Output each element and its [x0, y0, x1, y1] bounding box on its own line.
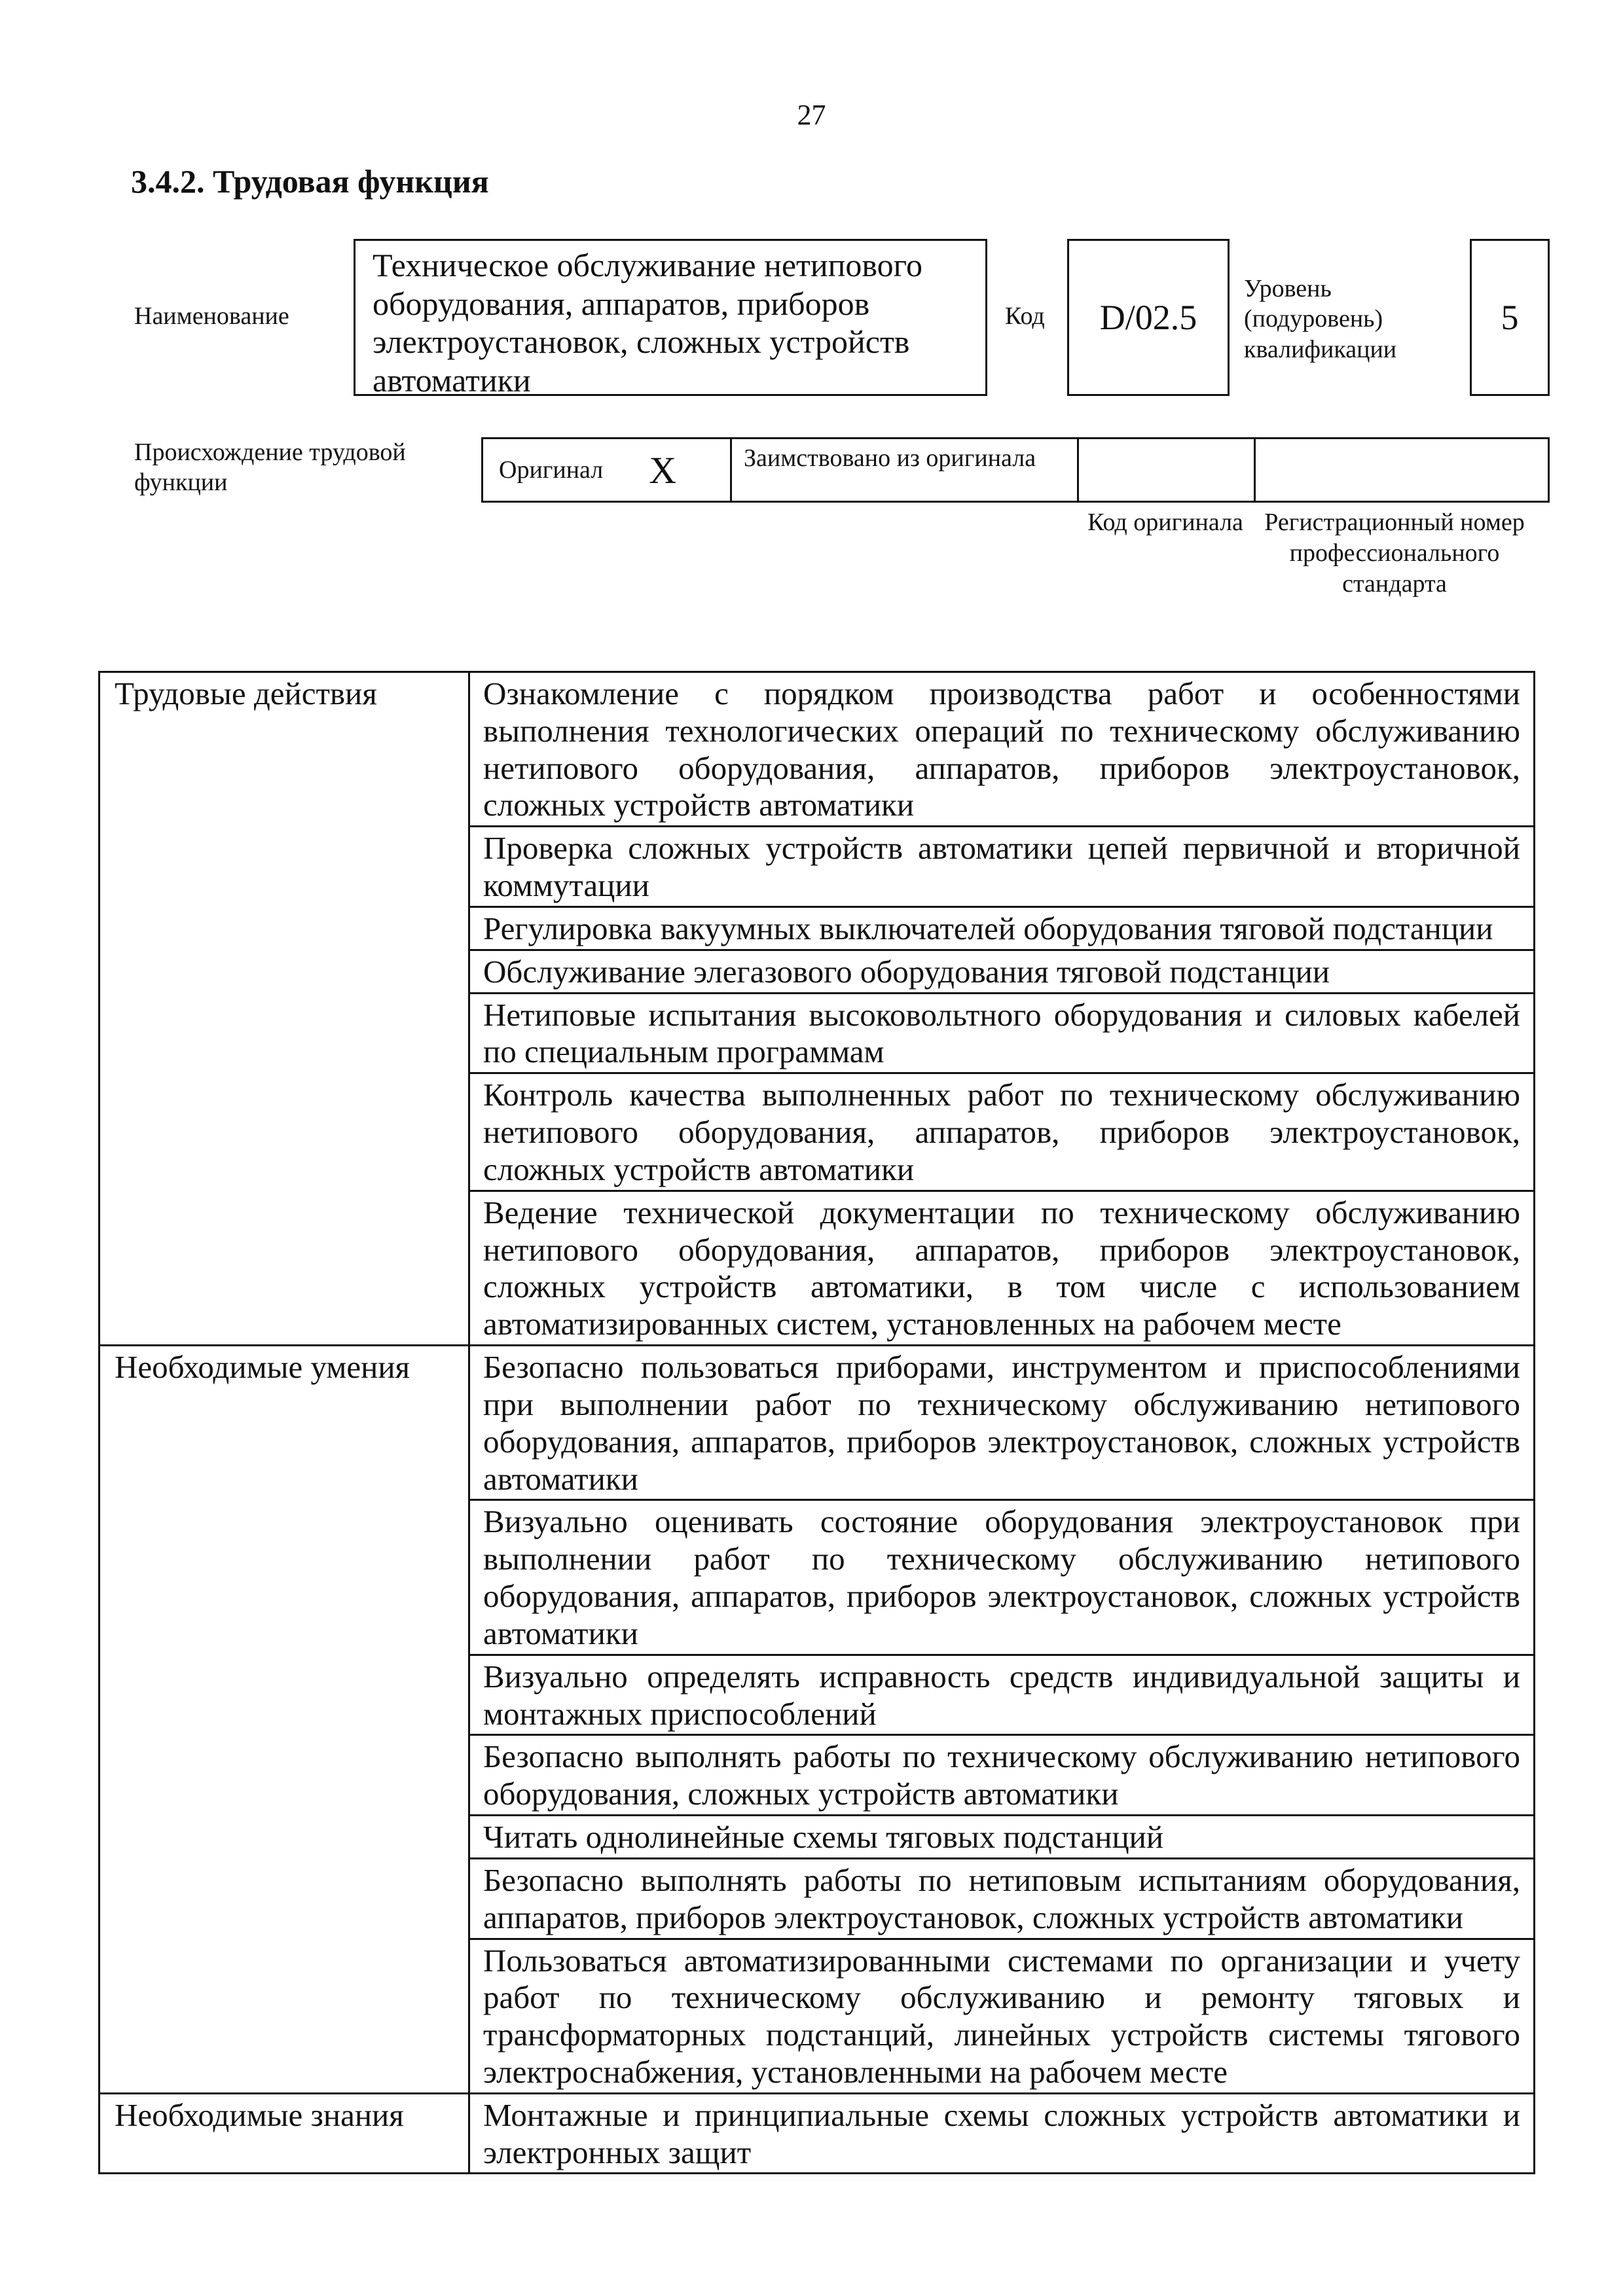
- table-cell: Пользоваться автоматизированными системами по организации и учету работ по техническому обслуживанию и ремонту тяговых и трансформаторных подстанций, линейных устройств системы тягового электроснабжения, установленными на рабочем месте: [469, 1939, 1535, 2093]
- code-value: D/02.5: [1099, 298, 1197, 337]
- function-name: Техническое обслуживание нетипового оборудования, аппаратов, приборов электроустановок, сложных устройств автоматики: [373, 247, 922, 399]
- section-title-knowledge: Необходимые знания: [100, 2093, 469, 2174]
- table-cell: Безопасно выполнять работы по нетиповым испытаниям оборудования, аппаратов, приборов электроустановок, сложных устройств автоматики: [469, 1858, 1535, 1939]
- table-cell: Визуально определять исправность средств индивидуальной защиты и монтажных приспособлений: [469, 1655, 1535, 1735]
- code-label: Код: [1005, 302, 1045, 330]
- table-cell: Регулировка вакуумных выключателей оборудования тяговой подстанции: [469, 906, 1535, 950]
- function-name-box: [354, 239, 987, 399]
- table-cell: Ознакомление с порядком производства работ и особенностями выполнения технологических операций по техническому обслуживанию нетипового оборудования, аппаратов, приборов электроустановок, сложных устройств автоматики: [469, 672, 1535, 827]
- function-details-table: [98, 671, 1535, 2174]
- code-box: [1067, 239, 1230, 396]
- table-row: [100, 672, 1535, 827]
- name-label: Наименование: [134, 302, 289, 330]
- table-cell: Читать однолинейные схемы тяговых подстанций: [469, 1816, 1535, 1859]
- borrowed-label: Заимствовано из оригинала: [744, 444, 1036, 472]
- table-cell: Ведение технической документации по техническому обслуживанию нетипового оборудования, аппаратов, приборов электроустановок, сложных устройств автоматики, в том числе с использованием автоматизированных систем, установленных на рабочем месте: [469, 1191, 1535, 1345]
- table-cell: Контроль качества выполненных работ по техническому обслуживанию нетипового оборудования, аппаратов, приборов электроустановок, сложных устройств автоматики: [469, 1073, 1535, 1191]
- table-row: [100, 1346, 1535, 1500]
- reg-number-cell: [1256, 439, 1548, 501]
- reg-number-label: Регистрационный номер профессионального стандарта: [1264, 509, 1525, 598]
- table-cell: Проверка сложных устройств автоматики цепей первичной и вторичной коммутации: [469, 827, 1535, 907]
- table-cell: Нетиповые испытания высоковольтного оборудования и силовых кабелей по специальным программам: [469, 993, 1535, 1073]
- original-label: Оригинал: [499, 456, 604, 484]
- page-number: 27: [797, 99, 826, 131]
- original-code-cell: [1079, 439, 1256, 501]
- level-value: 5: [1501, 298, 1519, 337]
- table-cell: Монтажные и принципиальные схемы сложных устройств автоматики и электронных защит: [469, 2093, 1535, 2174]
- table-cell: Безопасно пользоваться приборами, инструментом и приспособлениями при выполнении работ по техническому обслуживанию нетипового оборудования, аппаратов, приборов электроустановок, сложных устройств автоматики: [469, 1346, 1535, 1500]
- section-title: 3.4.2. Трудовая функция: [131, 163, 489, 200]
- section-title-labor-actions: Трудовые действия: [100, 672, 469, 1346]
- table-row: [100, 2093, 1535, 2174]
- origin-table: [481, 437, 1550, 503]
- section-title-skills: Необходимые умения: [100, 1346, 469, 2094]
- table-cell: Обслуживание элегазового оборудования тяговой подстанции: [469, 950, 1535, 993]
- level-label: Уровень (подуровень) квалификации: [1244, 275, 1397, 363]
- table-cell: Безопасно выполнять работы по техническому обслуживанию нетипового оборудования, сложных устройств автоматики: [469, 1735, 1535, 1816]
- origin-borrowed-cell: [732, 439, 1079, 501]
- origin-label: Происхождение трудовой функции: [134, 439, 406, 497]
- original-mark: X: [649, 448, 677, 492]
- level-box: [1470, 239, 1550, 396]
- table-cell: Визуально оценивать состояние оборудования электроустановок при выполнении работ по техническому обслуживанию нетипового оборудования, аппаратов, приборов электроустановок, сложных устройств автоматики: [469, 1500, 1535, 1655]
- original-code-label: Код оригинала: [1087, 509, 1243, 536]
- origin-original-cell: [483, 439, 732, 501]
